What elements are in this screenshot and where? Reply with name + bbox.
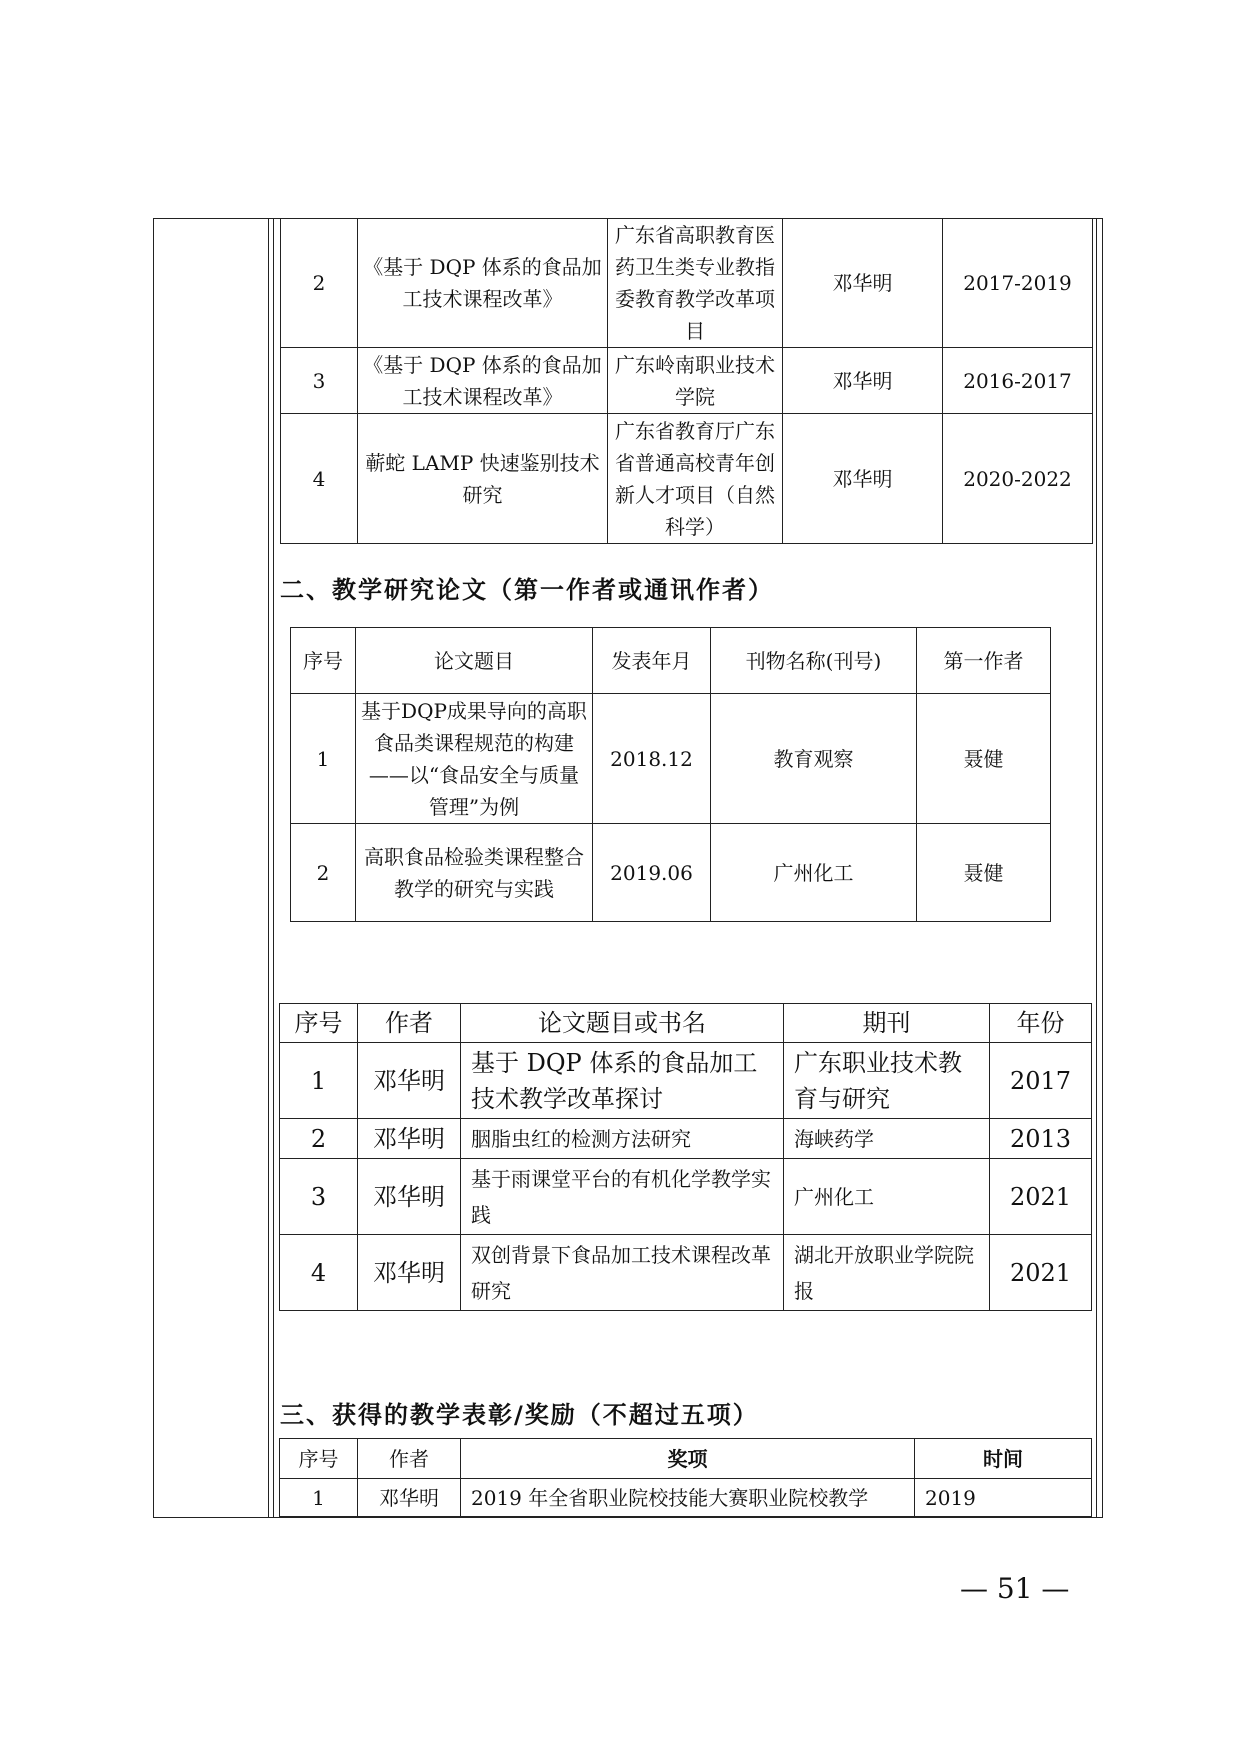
projects-table (280, 218, 1093, 544)
teaching-papers-table (290, 627, 1051, 922)
project-person: 邓华明 (783, 219, 943, 348)
award-no: 1 (280, 1479, 358, 1517)
paper-author: 邓华明 (358, 1043, 461, 1119)
table-row (291, 694, 1051, 824)
project-period: 2017-2019 (943, 219, 1093, 348)
project-title: 蕲蛇 LAMP 快速鉴别技术研究 (358, 414, 608, 544)
project-period: 2020-2022 (943, 414, 1093, 544)
header-author: 作者 (358, 1439, 461, 1479)
header-award: 奖项 (461, 1439, 915, 1479)
paper-journal: 湖北开放职业学院院报 (784, 1235, 990, 1311)
paper-journal: 广东职业技术教育与研究 (784, 1043, 990, 1119)
header-date: 发表年月 (593, 628, 711, 694)
header-title: 论文题目或书名 (461, 1004, 784, 1043)
paper-date: 2019.06 (593, 824, 711, 922)
header-journal: 刊物名称(刊号) (711, 628, 917, 694)
right-column-divider (1096, 218, 1097, 1518)
table-row (281, 414, 1093, 544)
table-header-row (291, 628, 1051, 694)
table-row (291, 824, 1051, 922)
table-row (280, 1043, 1092, 1119)
paper-date: 2018.12 (593, 694, 711, 824)
project-person: 邓华明 (783, 414, 943, 544)
paper-year: 2021 (990, 1159, 1092, 1235)
table-header-row (280, 1004, 1092, 1043)
table-row (280, 1479, 1092, 1517)
header-no: 序号 (280, 1004, 358, 1043)
project-source: 广东岭南职业技术学院 (608, 348, 783, 414)
paper-no: 2 (280, 1119, 358, 1159)
header-author: 第一作者 (917, 628, 1051, 694)
section-heading-awards: 三、获得的教学表彰/奖励（不超过五项） (280, 1401, 759, 1429)
project-no: 4 (281, 414, 358, 544)
paper-author: 邓华明 (358, 1159, 461, 1235)
paper-no: 3 (280, 1159, 358, 1235)
paper-title: 双创背景下食品加工技术课程改革研究 (461, 1235, 784, 1311)
section-heading-teaching-papers: 二、教学研究论文（第一作者或通讯作者） (280, 576, 774, 604)
paper-journal: 广州化工 (711, 824, 917, 922)
paper-journal: 海峡药学 (784, 1119, 990, 1159)
paper-title: 高职食品检验类课程整合教学的研究与实践 (356, 824, 593, 922)
table-row (280, 1119, 1092, 1159)
paper-journal: 广州化工 (784, 1159, 990, 1235)
award-name: 2019 年全省职业院校技能大赛职业院校教学 (461, 1479, 915, 1517)
paper-no: 4 (280, 1235, 358, 1311)
paper-title: 基于雨课堂平台的有机化学教学实践 (461, 1159, 784, 1235)
table-row (281, 219, 1093, 348)
project-no: 2 (281, 219, 358, 348)
award-time: 2019 (915, 1479, 1092, 1517)
inner-column-divider (268, 218, 269, 1518)
project-title: 《基于 DQP 体系的食品加工技术课程改革》 (358, 219, 608, 348)
page-number: — 51 — (960, 1572, 1070, 1605)
award-author: 邓华明 (358, 1479, 461, 1517)
awards-table (279, 1438, 1092, 1517)
project-source: 广东省高职教育医药卫生类专业教指委教育教学改革项目 (608, 219, 783, 348)
paper-journal: 教育观察 (711, 694, 917, 824)
table-row (280, 1235, 1092, 1311)
paper-author: 聂健 (917, 824, 1051, 922)
header-year: 年份 (990, 1004, 1092, 1043)
paper-no: 1 (280, 1043, 358, 1119)
table-header-row (280, 1439, 1092, 1479)
header-no: 序号 (280, 1439, 358, 1479)
paper-title: 基于DQP成果导向的高职食品类课程规范的构建——以“食品安全与质量管理”为例 (356, 694, 593, 824)
paper-year: 2021 (990, 1235, 1092, 1311)
project-title: 《基于 DQP 体系的食品加工技术课程改革》 (358, 348, 608, 414)
paper-title: 基于 DQP 体系的食品加工技术教学改革探讨 (461, 1043, 784, 1119)
paper-title: 胭脂虫红的检测方法研究 (461, 1119, 784, 1159)
paper-no: 2 (291, 824, 356, 922)
header-author: 作者 (358, 1004, 461, 1043)
papers-books-table (279, 1003, 1092, 1311)
inner-column-divider-2 (273, 218, 274, 1518)
header-time: 时间 (915, 1439, 1092, 1479)
header-title: 论文题目 (356, 628, 593, 694)
paper-author: 邓华明 (358, 1119, 461, 1159)
table-row (280, 1159, 1092, 1235)
project-source: 广东省教育厅广东省普通高校青年创新人才项目（自然科学） (608, 414, 783, 544)
header-no: 序号 (291, 628, 356, 694)
paper-no: 1 (291, 694, 356, 824)
paper-author: 聂健 (917, 694, 1051, 824)
project-period: 2016-2017 (943, 348, 1093, 414)
paper-author: 邓华明 (358, 1235, 461, 1311)
table-row (281, 348, 1093, 414)
project-person: 邓华明 (783, 348, 943, 414)
project-no: 3 (281, 348, 358, 414)
paper-year: 2017 (990, 1043, 1092, 1119)
paper-year: 2013 (990, 1119, 1092, 1159)
header-journal: 期刊 (784, 1004, 990, 1043)
